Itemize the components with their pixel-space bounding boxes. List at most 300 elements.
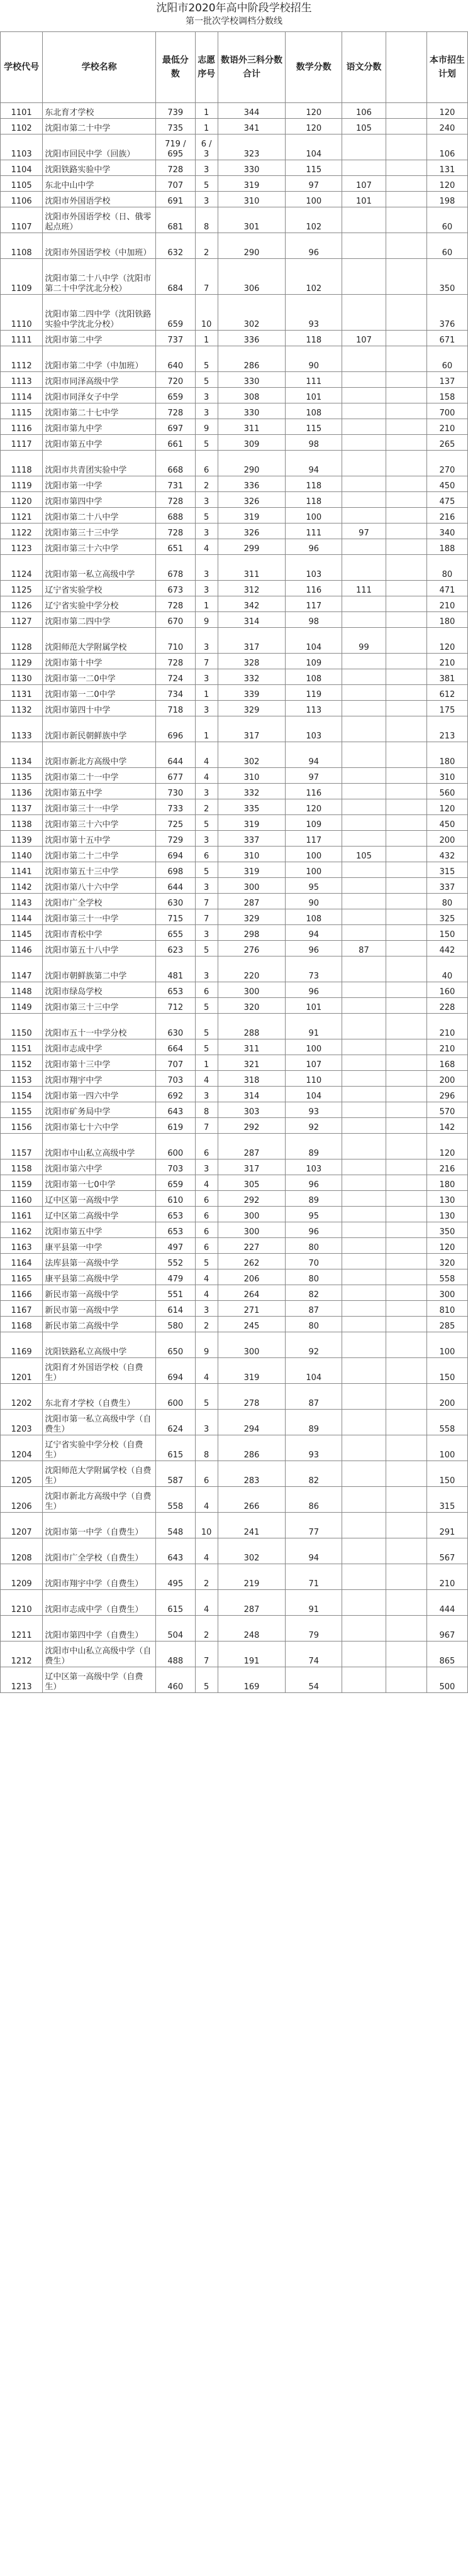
- table-row: [1, 1134, 468, 1159]
- table-cell: [386, 119, 426, 134]
- table-cell: 266: [218, 1487, 286, 1513]
- table-row: [1, 346, 468, 372]
- table-cell: [342, 1358, 386, 1384]
- table-row: [1, 894, 468, 909]
- table-cell: 715: [155, 909, 195, 925]
- table-row: [1, 1332, 468, 1358]
- table-row: [1, 1301, 468, 1317]
- table-cell: 3: [195, 581, 218, 596]
- table-row: [1, 119, 468, 134]
- school-code-cell: 1151: [1, 1039, 43, 1055]
- table-cell: 1: [195, 331, 218, 346]
- table-cell: 653: [155, 1222, 195, 1238]
- table-row: [1, 1159, 468, 1175]
- table-cell: 292: [218, 1118, 286, 1134]
- table-cell: 70: [286, 1254, 342, 1269]
- table-cell: 341: [218, 119, 286, 134]
- table-cell: [342, 701, 386, 716]
- school-name-cell: 沈阳市外国语学校: [43, 192, 156, 207]
- table-cell: 653: [155, 982, 195, 998]
- table-row: [1, 815, 468, 831]
- table-cell: 444: [426, 1590, 467, 1616]
- school-code-cell: 1166: [1, 1285, 43, 1301]
- table-row: [1, 831, 468, 847]
- school-name-cell: 沈阳市回民中学（回族）: [43, 134, 156, 160]
- table-cell: 98: [286, 435, 342, 451]
- table-cell: 106: [342, 103, 386, 119]
- table-cell: [342, 768, 386, 784]
- table-cell: 180: [426, 1175, 467, 1191]
- school-name-cell: 沈阳市第三十三中学: [43, 523, 156, 539]
- table-cell: [342, 1055, 386, 1071]
- table-cell: 651: [155, 539, 195, 555]
- table-row: [1, 259, 468, 295]
- table-row: [1, 403, 468, 419]
- table-body: [1, 103, 468, 1693]
- table-cell: 87: [286, 1384, 342, 1410]
- table-cell: 5: [195, 1667, 218, 1693]
- table-cell: 115: [286, 160, 342, 176]
- school-name-cell: 沈阳市五十一中学分校: [43, 1014, 156, 1039]
- table-cell: 5: [195, 815, 218, 831]
- table-cell: 300: [218, 1222, 286, 1238]
- table-cell: [386, 259, 426, 295]
- table-cell: [386, 176, 426, 192]
- table-cell: [386, 1564, 426, 1590]
- table-row: [1, 476, 468, 492]
- table-row: [1, 1269, 468, 1285]
- table-cell: [386, 539, 426, 555]
- school-name-cell: 沈阳市青松中学: [43, 925, 156, 941]
- table-cell: 339: [218, 685, 286, 701]
- table-cell: 73: [286, 956, 342, 982]
- school-code-cell: 1162: [1, 1222, 43, 1238]
- table-cell: [342, 1410, 386, 1435]
- table-cell: [386, 862, 426, 878]
- school-code-cell: 1101: [1, 103, 43, 119]
- table-row: [1, 1487, 468, 1513]
- table-row: [1, 1435, 468, 1461]
- table-cell: 340: [426, 523, 467, 539]
- table-cell: [386, 508, 426, 523]
- table-cell: [386, 134, 426, 160]
- table-cell: 700: [426, 403, 467, 419]
- table-cell: 734: [155, 685, 195, 701]
- school-code-cell: 1207: [1, 1513, 43, 1538]
- table-cell: 9: [195, 419, 218, 435]
- school-name-cell: 沈阳市第四中学（自费生）: [43, 1616, 156, 1642]
- table-cell: 115: [286, 419, 342, 435]
- table-row: [1, 612, 468, 628]
- school-code-cell: 1126: [1, 596, 43, 612]
- school-name-cell: 沈阳市第一二0中学: [43, 669, 156, 685]
- table-cell: 3: [195, 956, 218, 982]
- table-cell: [386, 419, 426, 435]
- school-code-cell: 1159: [1, 1175, 43, 1191]
- table-cell: 719 / 695: [155, 134, 195, 160]
- school-code-cell: 1204: [1, 1435, 43, 1461]
- table-cell: [386, 1014, 426, 1039]
- table-cell: 323: [218, 134, 286, 160]
- table-cell: 262: [218, 1254, 286, 1269]
- table-cell: 108: [286, 669, 342, 685]
- table-cell: 619: [155, 1118, 195, 1134]
- table-cell: 131: [426, 160, 467, 176]
- table-cell: 500: [426, 1667, 467, 1693]
- school-name-cell: 沈阳市第一私立高级中学: [43, 555, 156, 581]
- table-cell: 315: [426, 862, 467, 878]
- table-cell: 317: [218, 628, 286, 654]
- table-row: [1, 768, 468, 784]
- school-name-cell: 沈阳市翔宇中学（自费生）: [43, 1564, 156, 1590]
- table-cell: 10: [195, 1513, 218, 1538]
- table-cell: [386, 1102, 426, 1118]
- table-cell: 87: [286, 1301, 342, 1317]
- table-cell: 120: [286, 103, 342, 119]
- table-cell: 210: [426, 419, 467, 435]
- table-cell: 718: [155, 701, 195, 716]
- table-cell: 5: [195, 372, 218, 388]
- school-name-cell: 沈阳市第一私立高级中学（自费生）: [43, 1410, 156, 1435]
- table-cell: 653: [155, 1207, 195, 1222]
- table-cell: 80: [426, 555, 467, 581]
- school-name-cell: 东北中山中学: [43, 176, 156, 192]
- table-cell: [386, 1590, 426, 1616]
- table-cell: 93: [286, 295, 342, 331]
- table-cell: 87: [342, 941, 386, 956]
- school-code-cell: 1115: [1, 403, 43, 419]
- table-cell: 94: [286, 742, 342, 768]
- table-cell: 96: [286, 233, 342, 259]
- table-cell: [342, 372, 386, 388]
- table-cell: 96: [286, 1222, 342, 1238]
- table-row: [1, 451, 468, 476]
- table-row: [1, 372, 468, 388]
- table-row: [1, 1317, 468, 1332]
- school-name-cell: 沈阳市第五中学: [43, 1222, 156, 1238]
- table-cell: 730: [155, 784, 195, 799]
- table-cell: 220: [218, 956, 286, 982]
- table-cell: [386, 372, 426, 388]
- school-code-cell: 1142: [1, 878, 43, 894]
- table-cell: 6: [195, 1222, 218, 1238]
- school-name-cell: 沈阳市第四中学: [43, 492, 156, 508]
- table-cell: 548: [155, 1513, 195, 1538]
- table-cell: 118: [286, 476, 342, 492]
- table-cell: 644: [155, 878, 195, 894]
- table-cell: 731: [155, 476, 195, 492]
- school-code-cell: 1113: [1, 372, 43, 388]
- table-cell: 3: [195, 1301, 218, 1317]
- table-cell: [386, 1175, 426, 1191]
- table-row: [1, 1616, 468, 1642]
- table-cell: 100: [426, 1435, 467, 1461]
- table-cell: 302: [218, 1538, 286, 1564]
- table-cell: 1: [195, 716, 218, 742]
- table-cell: 228: [426, 998, 467, 1014]
- table-cell: 302: [218, 295, 286, 331]
- table-cell: [386, 1332, 426, 1358]
- table-row: [1, 508, 468, 523]
- school-name-cell: 辽中区第一高级中学（自费生）: [43, 1667, 156, 1693]
- table-cell: [342, 435, 386, 451]
- table-cell: 3: [195, 388, 218, 403]
- school-code-cell: 1205: [1, 1461, 43, 1487]
- table-cell: 681: [155, 207, 195, 233]
- table-cell: 308: [218, 388, 286, 403]
- table-cell: 100: [286, 1039, 342, 1055]
- table-cell: 305: [218, 1175, 286, 1191]
- table-cell: 560: [426, 784, 467, 799]
- table-cell: [386, 784, 426, 799]
- school-code-cell: 1156: [1, 1118, 43, 1134]
- table-cell: 110: [286, 1071, 342, 1087]
- table-cell: 5: [195, 508, 218, 523]
- table-row: [1, 982, 468, 998]
- table-cell: [386, 435, 426, 451]
- table-cell: 4: [195, 539, 218, 555]
- table-cell: [386, 612, 426, 628]
- school-code-cell: 1213: [1, 1667, 43, 1693]
- table-cell: [342, 1207, 386, 1222]
- table-cell: [386, 1513, 426, 1538]
- table-cell: 659: [155, 295, 195, 331]
- school-code-cell: 1105: [1, 176, 43, 192]
- table-cell: 310: [218, 847, 286, 862]
- table-cell: 696: [155, 716, 195, 742]
- table-cell: [342, 492, 386, 508]
- table-cell: [386, 716, 426, 742]
- table-cell: [342, 862, 386, 878]
- school-code-cell: 1148: [1, 982, 43, 998]
- table-cell: 3: [195, 1087, 218, 1102]
- school-code-cell: 1112: [1, 346, 43, 372]
- table-cell: 216: [426, 1159, 467, 1175]
- table-cell: [386, 654, 426, 669]
- school-code-cell: 1133: [1, 716, 43, 742]
- table-cell: 3: [195, 492, 218, 508]
- school-code-cell: 1202: [1, 1384, 43, 1410]
- table-cell: 703: [155, 1071, 195, 1087]
- table-cell: 287: [218, 894, 286, 909]
- table-cell: 90: [286, 346, 342, 372]
- table-row: [1, 539, 468, 555]
- table-cell: [386, 799, 426, 815]
- table-cell: 5: [195, 998, 218, 1014]
- table-cell: [342, 403, 386, 419]
- table-cell: 150: [426, 1461, 467, 1487]
- table-cell: [386, 982, 426, 998]
- table-cell: 5: [195, 435, 218, 451]
- school-name-cell: 沈阳市中山私立高级中学: [43, 1134, 156, 1159]
- table-cell: [386, 878, 426, 894]
- table-cell: 552: [155, 1254, 195, 1269]
- table-cell: 495: [155, 1564, 195, 1590]
- table-cell: 180: [426, 612, 467, 628]
- table-cell: 180: [426, 742, 467, 768]
- table-cell: 104: [286, 1087, 342, 1102]
- table-cell: 967: [426, 1616, 467, 1642]
- table-cell: 80: [286, 1317, 342, 1332]
- table-cell: 319: [218, 1358, 286, 1384]
- table-row: [1, 925, 468, 941]
- table-cell: 1: [195, 685, 218, 701]
- school-code-cell: 1120: [1, 492, 43, 508]
- table-row: [1, 1358, 468, 1384]
- table-cell: 150: [426, 1358, 467, 1384]
- school-name-cell: 沈阳市第十三中学: [43, 1055, 156, 1071]
- table-cell: 733: [155, 799, 195, 815]
- table-cell: 664: [155, 1039, 195, 1055]
- school-name-cell: 沈阳育才外国语学校（自费生）: [43, 1358, 156, 1384]
- table-cell: 728: [155, 523, 195, 539]
- table-cell: 107: [286, 1055, 342, 1071]
- table-cell: 4: [195, 1538, 218, 1564]
- table-cell: 210: [426, 654, 467, 669]
- table-row: [1, 207, 468, 233]
- table-cell: [342, 555, 386, 581]
- table-cell: [386, 476, 426, 492]
- document-subtitle: 第一批次学校调档分数线: [186, 16, 282, 26]
- table-cell: 6: [195, 1191, 218, 1207]
- table-cell: 3: [195, 669, 218, 685]
- table-cell: 80: [286, 1238, 342, 1254]
- table-cell: [386, 596, 426, 612]
- table-cell: 2: [195, 799, 218, 815]
- table-cell: 160: [426, 982, 467, 998]
- table-cell: 7: [195, 1642, 218, 1667]
- table-row: [1, 192, 468, 207]
- table-cell: 80: [426, 894, 467, 909]
- table-cell: 120: [426, 628, 467, 654]
- school-code-cell: 1150: [1, 1014, 43, 1039]
- table-cell: 314: [218, 612, 286, 628]
- table-row: [1, 492, 468, 508]
- table-row: [1, 742, 468, 768]
- table-cell: 89: [286, 1134, 342, 1159]
- school-name-cell: 沈阳市第三十一中学: [43, 909, 156, 925]
- table-cell: [386, 847, 426, 862]
- school-name-cell: 沈阳市第二十八中学: [43, 508, 156, 523]
- table-row: [1, 799, 468, 815]
- school-name-cell: 辽宁省实验学校: [43, 581, 156, 596]
- table-cell: 100: [286, 847, 342, 862]
- school-name-cell: 沈阳市新北方高级中学: [43, 742, 156, 768]
- table-cell: [342, 346, 386, 372]
- table-cell: [342, 1118, 386, 1134]
- school-code-cell: 1138: [1, 815, 43, 831]
- column-header: 数语外三科分数合计: [218, 32, 286, 103]
- table-cell: [342, 1317, 386, 1332]
- table-cell: 6: [195, 1238, 218, 1254]
- table-cell: 200: [426, 1071, 467, 1087]
- table-cell: 137: [426, 372, 467, 388]
- school-name-cell: 沈阳市矿务局中学: [43, 1102, 156, 1118]
- table-cell: [342, 1269, 386, 1285]
- table-cell: [386, 1222, 426, 1238]
- table-cell: 309: [218, 435, 286, 451]
- table-row: [1, 1667, 468, 1693]
- table-cell: [342, 388, 386, 403]
- table-cell: 677: [155, 768, 195, 784]
- table-cell: 7: [195, 909, 218, 925]
- table-cell: 317: [218, 716, 286, 742]
- table-row: [1, 1513, 468, 1538]
- table-cell: 104: [286, 134, 342, 160]
- table-row: [1, 1222, 468, 1238]
- table-cell: 104: [286, 1358, 342, 1384]
- school-code-cell: 1111: [1, 331, 43, 346]
- table-cell: 612: [426, 685, 467, 701]
- table-cell: 77: [286, 1513, 342, 1538]
- table-cell: [342, 742, 386, 768]
- school-name-cell: 沈阳市第三十三中学: [43, 998, 156, 1014]
- school-name-cell: 沈阳市共青团实验中学: [43, 451, 156, 476]
- table-row: [1, 1461, 468, 1487]
- table-cell: 3: [195, 160, 218, 176]
- column-header: 最低分数: [155, 32, 195, 103]
- table-cell: [342, 596, 386, 612]
- school-name-cell: 新民市第一高级中学: [43, 1285, 156, 1301]
- table-cell: 330: [218, 372, 286, 388]
- table-row: [1, 596, 468, 612]
- table-cell: 1: [195, 1055, 218, 1071]
- table-cell: 300: [218, 878, 286, 894]
- table-row: [1, 685, 468, 701]
- table-cell: 101: [286, 388, 342, 403]
- table-cell: 337: [426, 878, 467, 894]
- table-cell: 5: [195, 176, 218, 192]
- table-cell: 287: [218, 1590, 286, 1616]
- table-cell: 294: [218, 1410, 286, 1435]
- table-cell: [386, 768, 426, 784]
- table-row: [1, 103, 468, 119]
- column-header: 语文分数: [342, 32, 386, 103]
- table-cell: 710: [155, 628, 195, 654]
- table-cell: 109: [286, 815, 342, 831]
- table-cell: 102: [286, 259, 342, 295]
- school-code-cell: 1127: [1, 612, 43, 628]
- table-cell: 335: [218, 799, 286, 815]
- table-row: [1, 1039, 468, 1055]
- table-cell: 728: [155, 596, 195, 612]
- table-cell: [386, 628, 426, 654]
- table-cell: 650: [155, 1332, 195, 1358]
- table-cell: 210: [426, 1564, 467, 1590]
- table-row: [1, 1175, 468, 1191]
- table-cell: 120: [286, 119, 342, 134]
- table-cell: [342, 1590, 386, 1616]
- table-cell: 688: [155, 508, 195, 523]
- table-cell: 643: [155, 1102, 195, 1118]
- table-cell: 300: [218, 1332, 286, 1358]
- table-cell: 158: [426, 388, 467, 403]
- table-cell: 130: [426, 1207, 467, 1222]
- table-cell: 118: [286, 492, 342, 508]
- table-cell: [342, 1301, 386, 1317]
- table-cell: 98: [286, 612, 342, 628]
- table-cell: [342, 160, 386, 176]
- table-cell: 298: [218, 925, 286, 941]
- table-cell: 2: [195, 1616, 218, 1642]
- table-cell: 624: [155, 1410, 195, 1435]
- table-cell: 735: [155, 119, 195, 134]
- table-cell: 659: [155, 388, 195, 403]
- table-cell: [386, 555, 426, 581]
- school-name-cell: 沈阳市新民朝鲜族中学: [43, 716, 156, 742]
- school-name-cell: 法库县第一高级中学: [43, 1254, 156, 1269]
- school-code-cell: 1102: [1, 119, 43, 134]
